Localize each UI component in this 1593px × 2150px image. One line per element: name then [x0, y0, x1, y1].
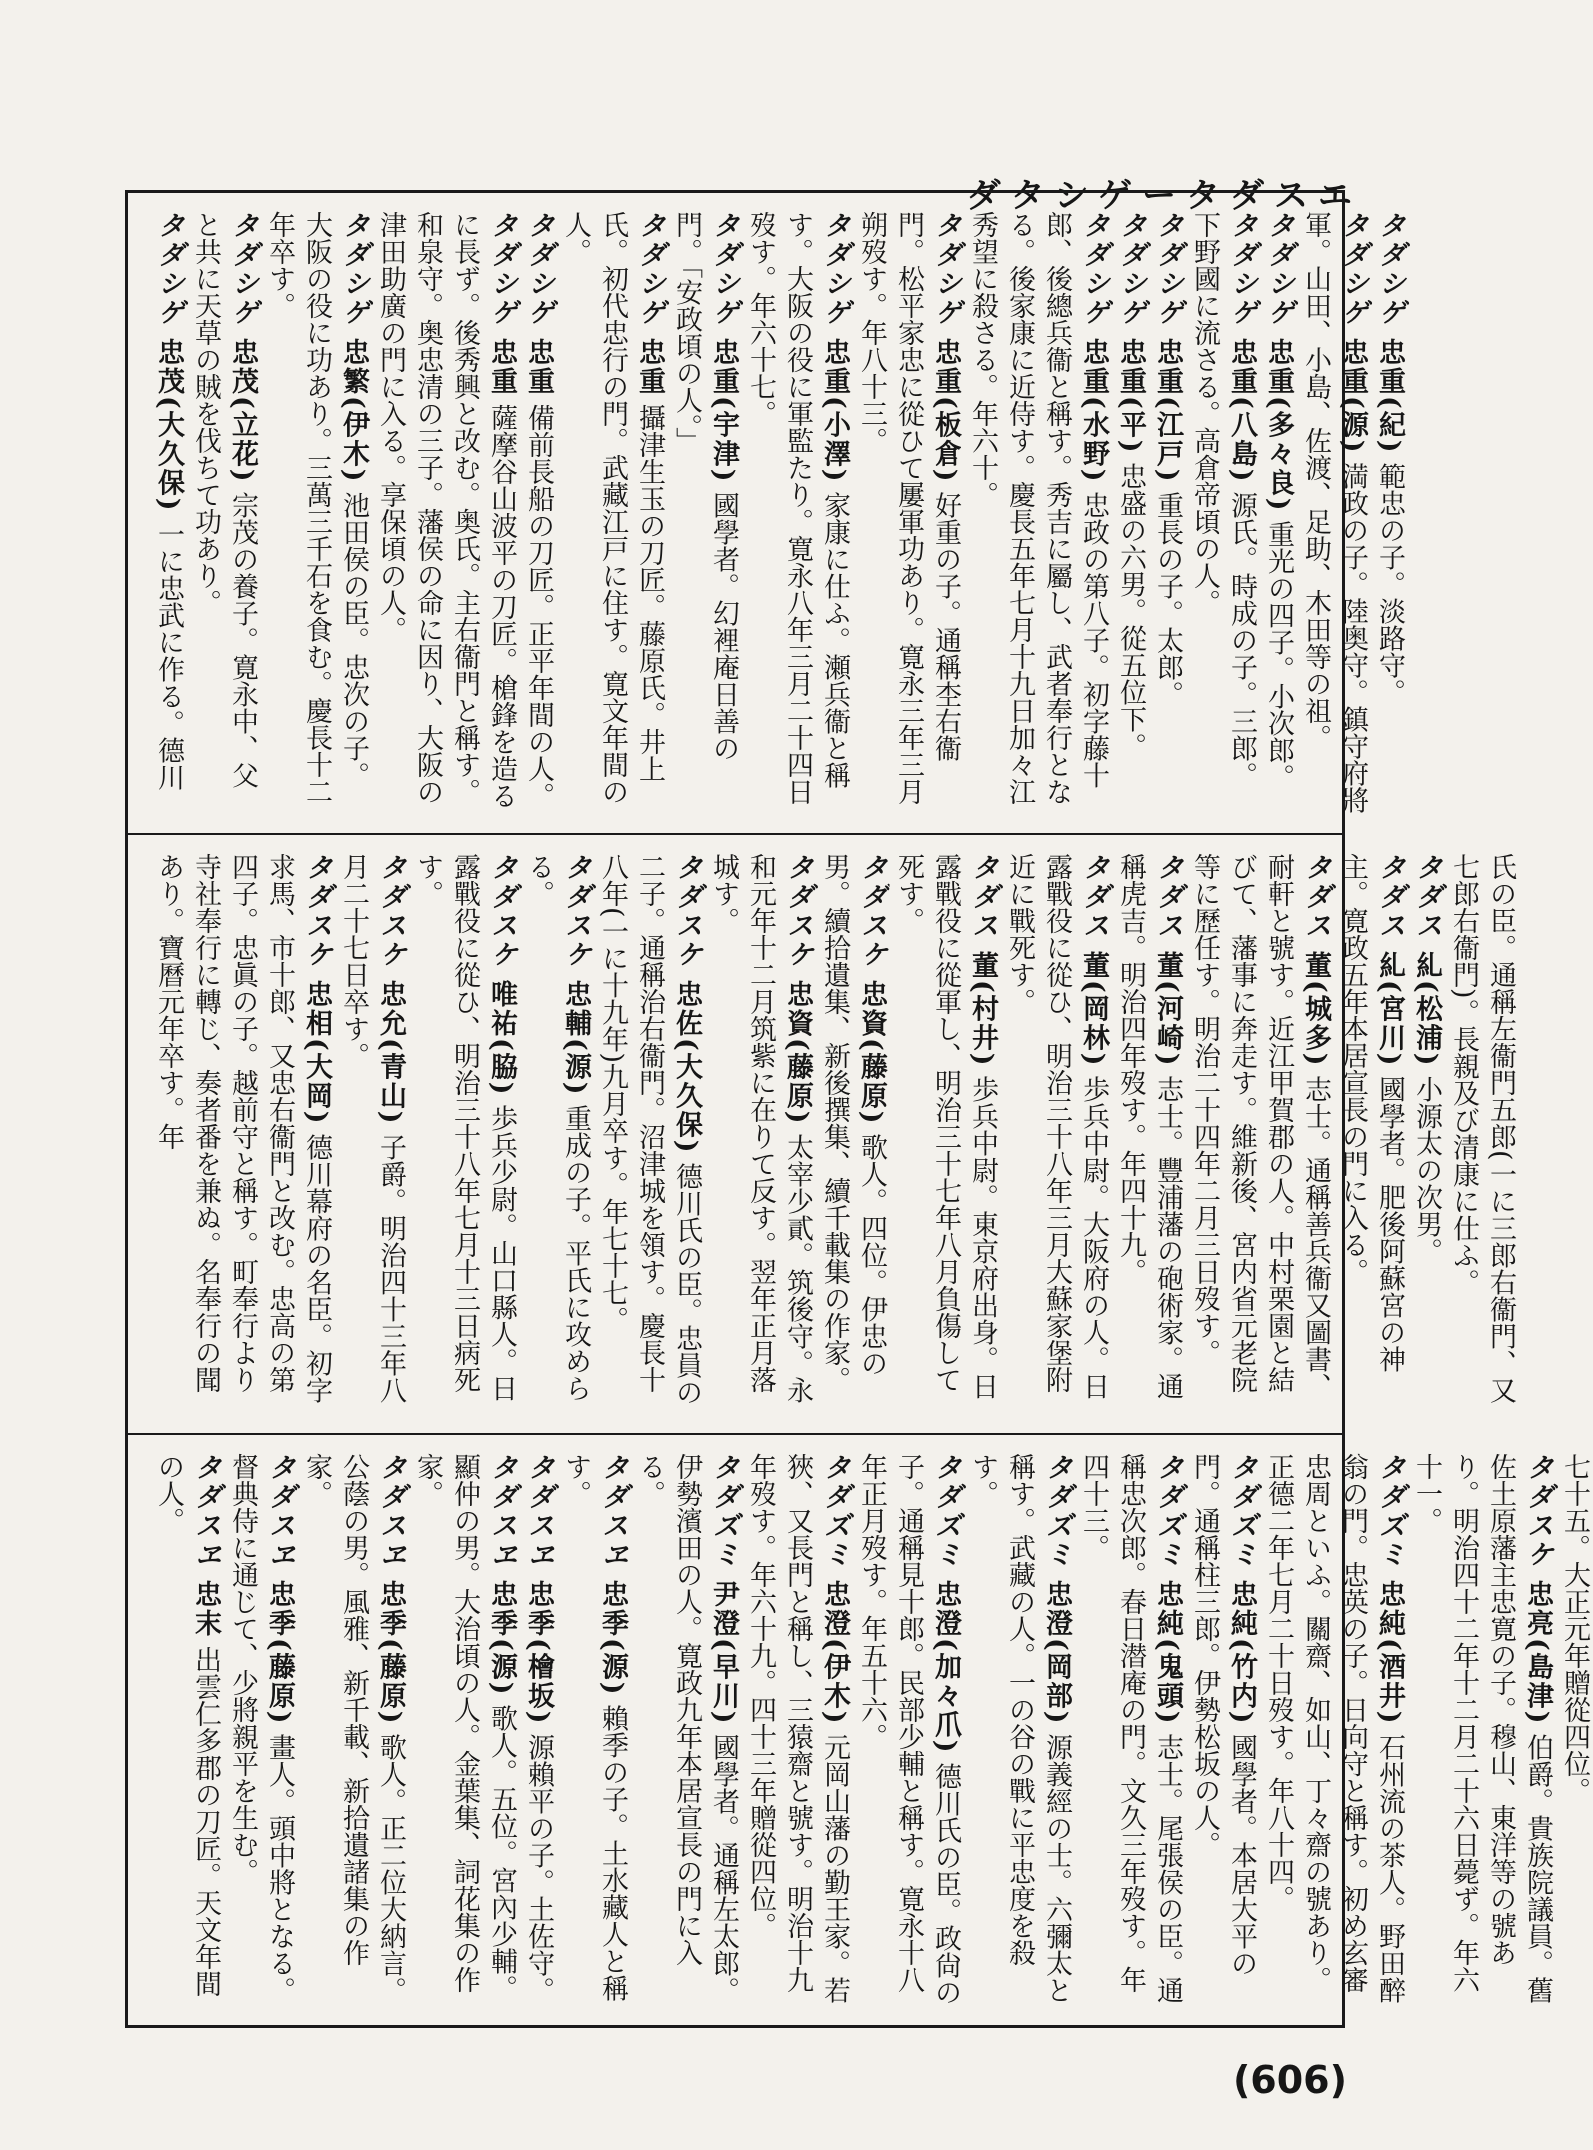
- entry-description: 歩兵中尉。大阪府の人。日露戰役に從ひ、明治三十八年三月大蘇家堡附近に戰死す。: [1004, 853, 1109, 1400]
- entry-description: 薩摩谷山波平の刀匠。槍鋒を造るに長ず。後秀興と改む。奥氏。主右衞門と稱す。和泉守。奥忠清の三子。藩侯の命に因り、大阪の津田助廣の門に入る。享保頃の人。: [375, 211, 517, 810]
- entry-name: 忠資(藤原): [856, 980, 887, 1126]
- entry-description: 範忠の子。淡路守。: [1374, 462, 1405, 706]
- entry-description: 國學者。通稱左太郎。伊勢濱田の人。寛政九年本居宣長の門に入る。: [634, 1453, 739, 2004]
- entry-name: 忠重(多々良): [1263, 338, 1294, 513]
- dictionary-entry: [668, 211, 742, 815]
- entry-description: 德川氏の臣。政尙の子。通稱見十郎。民部少輔と稱す。寛永十八年正月歿す。年五十六。: [856, 1453, 961, 2006]
- entry-description: 歌人。五位。宮內少輔。顯仲の男。大治頃の人。金葉集、詞花集の作家。: [412, 1453, 517, 2002]
- entry-list: [150, 1453, 1593, 2015]
- entry-description: 賴季の子。土水藏人と稱す。: [560, 1453, 628, 2002]
- entry-headword: [819, 211, 850, 492]
- entry-headword: [153, 211, 184, 521]
- entry-description: 元岡山藩の勤王家。若狹、又長門と稱し、三猿齋と號す。明治十九年歿す。年六十九。四十三年贈從四位。: [745, 1453, 850, 2004]
- entry-description: 源義經の士。六彌太と稱す。武藏の人。一の谷の戰に平忠度を殺す。: [967, 1453, 1072, 2004]
- dictionary-entry: [964, 1453, 1075, 2015]
- entry-description: 家康に仕ふ。瀬兵衞と稱す。大阪の役に軍監たり。寛永八年三月二十四日歿す。年六十七。: [745, 211, 850, 805]
- dictionary-entry: [298, 1453, 409, 2015]
- dictionary-entry: [557, 211, 668, 815]
- continued-text: 氏の臣。通稱左衞門五郎(一に三郎右衞門、又七郎右衞門)。長親及び清康に仕ふ。: [1448, 853, 1516, 1404]
- entry-reading: タダシゲ: [930, 211, 961, 327]
- entry-reading: タダズミ: [708, 1453, 739, 1569]
- entry-name: 忠亮(島津): [1522, 1580, 1553, 1726]
- entry-reading: タダシゲ: [1374, 211, 1405, 327]
- entry-headword: [1263, 211, 1294, 521]
- dictionary-entry: [1001, 853, 1112, 1417]
- entry-name: 忠茂(大久保): [153, 338, 184, 513]
- entry-headword: [1078, 853, 1109, 1076]
- entry-headword: [819, 1453, 850, 1734]
- entry-headword: [782, 853, 813, 1134]
- entry-name: 忠相(大岡): [301, 980, 332, 1126]
- dictionary-entry: [853, 1453, 964, 2015]
- entry-name: 忠末: [190, 1580, 221, 1639]
- entry-name: 忠澄(岡部): [1041, 1580, 1072, 1726]
- dictionary-entry: [1075, 1453, 1186, 2015]
- entry-reading: タダスケ: [486, 853, 517, 969]
- entry-name: 忠重: [486, 338, 517, 397]
- dictionary-entry: [224, 1453, 298, 2015]
- entry-headword: [967, 853, 998, 1076]
- dictionary-entry: [631, 1453, 742, 2015]
- entry-description: 池田侯の臣。忠次の子。大阪の役に功あり。三萬三千石を食む。慶長十二年卒す。: [264, 211, 369, 805]
- tier-middle: [128, 833, 1516, 1435]
- entry-reading: タダシゲ: [634, 211, 665, 327]
- dictionary-entry: [890, 853, 1001, 1417]
- entry-headword: [708, 1453, 739, 1734]
- entry-description: 畫人。頭中將となる。督典侍に通じて、少將親平を生む。: [227, 1453, 295, 2004]
- entry-headword: [1226, 211, 1257, 492]
- entry-description: 満政の子。陸奥守。鎮守府將軍。山田、小島、佐渡、足助、木田等の祖。: [1300, 211, 1368, 814]
- entry-name: 忠純(酒井): [1374, 1580, 1405, 1726]
- tier-bottom-text: [150, 1453, 1590, 2015]
- dictionary-entry: [1408, 1453, 1556, 2015]
- entry-name: 忠重(水野): [1078, 338, 1109, 484]
- entry-reading: タダス: [1300, 853, 1331, 940]
- entry-description: 一に忠武に作る。德川: [153, 520, 184, 791]
- entry-reading: タダシゲ: [1337, 211, 1368, 327]
- entry-headword: [301, 853, 332, 1134]
- entry-reading: タダズミ: [1041, 1453, 1072, 1569]
- entry-name: 忠重(江戸): [1152, 338, 1183, 484]
- dictionary-entry: [520, 1453, 557, 2015]
- entry-reading: タダスヱ: [523, 1453, 554, 1569]
- entry-reading: タダスケ: [671, 853, 702, 969]
- entry-description: 宗茂の養子。寛永中、父と共に天草の賊を伐ちて功あり。: [190, 211, 258, 789]
- entry-headword: [1115, 211, 1146, 463]
- entry-name: 忠純(竹内): [1226, 1580, 1257, 1726]
- entry-name: 糺(宮川): [1374, 951, 1405, 1068]
- entry-description: 忠政の第八子。初字藤十郎、後總兵衞と稱す。秀吉に屬し、武者奉行となる。後家康に近侍す。慶長五年七月十九日加々江秀望に殺さる。年六十。: [967, 211, 1109, 805]
- dictionary-entry: [1149, 211, 1186, 815]
- dictionary-entry: [1371, 211, 1408, 815]
- entry-reading: タダシゲ: [1263, 211, 1294, 327]
- entry-description: 好重の子。通稱杢右衞門。松平家忠に從ひて屢軍功あり。寛永三年三月朔歿す。年八十三。: [856, 211, 961, 805]
- entry-name: 忠季(藤原): [375, 1580, 406, 1726]
- entry-headword: [190, 1453, 221, 1646]
- dictionary-entry: [1186, 853, 1334, 1417]
- entry-reading: タダス: [1374, 853, 1405, 940]
- entry-headword: [1041, 1453, 1072, 1734]
- entry-reading: タダス: [1411, 853, 1442, 940]
- entry-reading: タダスヱ: [597, 1453, 628, 1569]
- entry-headword: [1374, 853, 1405, 1076]
- entry-reading: タダズミ: [1374, 1453, 1405, 1569]
- entry-name: 忠輔(源): [560, 980, 591, 1097]
- entry-description: 德川幕府の名臣。初字求馬、市十郎、又忠右衞門と改む。忠高の第四子。忠眞の子。越前守と稱す。町奉行より寺社奉行に轉じ、奏者番を兼ぬ。名奉行の聞あり。寶曆元年卒す。年: [153, 853, 332, 1404]
- entry-reading: タダス: [1078, 853, 1109, 940]
- entry-name: 忠季(藤原): [264, 1580, 295, 1726]
- entry-description: 志士。尾張侯の臣。通稱忠次郎。春日潜庵の門。文久三年歿す。年四十三。: [1078, 1453, 1183, 2004]
- entry-headword: [1411, 853, 1442, 1076]
- entry-description: 重長の子。太郎。: [1152, 491, 1183, 708]
- entry-name: 尹澄(早川): [708, 1580, 739, 1726]
- dictionary-entry: [150, 211, 187, 815]
- dictionary-entry: [520, 853, 594, 1417]
- entry-name: 董(岡林): [1078, 951, 1109, 1068]
- entry-reading: タダズミ: [930, 1453, 961, 1569]
- entry-name: 忠重: [523, 338, 554, 397]
- dictionary-entry: [1186, 1453, 1260, 2015]
- dictionary-entry: [150, 853, 335, 1417]
- dictionary-entry: [705, 853, 816, 1417]
- entry-name: 董(河崎): [1152, 951, 1183, 1068]
- entry-headword: [1152, 1453, 1183, 1734]
- entry-name: 忠資(藤原): [782, 980, 813, 1126]
- entry-headword: [930, 1453, 961, 1763]
- entry-headword: [597, 1453, 628, 1705]
- entry-description: 忠盛の六男。從五位下。: [1115, 462, 1146, 760]
- entry-reading: タダスヱ: [486, 1453, 517, 1569]
- entry-description: 志士。豐浦藩の砲術家。通稱虎吉。明治四年歿す。年四十九。: [1115, 853, 1183, 1400]
- entry-name: 唯祐(脇): [486, 980, 517, 1097]
- entry-description: 歩兵中尉。東京府出身。日露戰役に從軍し、明治三十七年八月負傷して死す。: [893, 853, 998, 1400]
- entry-headword: [227, 211, 258, 492]
- entry-reading: タダシゲ: [1152, 211, 1183, 327]
- entry-name: 忠季(檜坂): [523, 1580, 554, 1726]
- entry-headword: [1374, 211, 1405, 463]
- entry-reading: タダスヱ: [264, 1453, 295, 1569]
- entry-description: 小源太の次男。: [1411, 1075, 1442, 1265]
- dictionary-entry: [1260, 211, 1297, 815]
- dictionary-entry: [594, 853, 705, 1417]
- entry-headword: [560, 853, 591, 1105]
- entry-description: 源氏。時成の子。三郎。下野國に流さる。高倉帝頃の人。: [1189, 211, 1257, 789]
- dictionary-entry: [261, 211, 372, 815]
- entry-reading: タダスケ: [301, 853, 332, 969]
- entry-headword: [930, 211, 961, 492]
- entry-headword: [671, 853, 702, 1163]
- entry-name: 忠重(宇津): [708, 338, 739, 484]
- entry-reading: タダスヱ: [375, 1453, 406, 1569]
- entry-headword: [1337, 211, 1368, 463]
- entry-description: 國學者。肥後阿蘇宮の神主。寛政五年本居宣長の門に入る。: [1337, 853, 1405, 1373]
- dictionary-entry: [335, 853, 409, 1417]
- entry-name: 忠澄(加々爪): [930, 1580, 961, 1755]
- entry-description: 備前長船の刀匠。正平年間の人。: [523, 404, 554, 810]
- entry-headword: [708, 211, 739, 492]
- entry-reading: タダスヱ: [190, 1453, 221, 1569]
- entry-list: [150, 211, 1408, 815]
- dictionary-entry: [187, 211, 261, 815]
- entry-description: 德川氏の臣。忠員の二子。通稱治右衞門。沼津城を領す。慶長十八年(一に十九年)九月卒す。年七十七。: [597, 853, 702, 1406]
- entry-headword: [634, 211, 665, 404]
- entry-name: 忠季(源): [486, 1580, 517, 1697]
- entry-description: 歌人。正二位大納言。公蔭の男。風雅、新千載、新拾遺諸集の作家。: [301, 1453, 406, 2004]
- entry-headword: [1522, 1453, 1553, 1734]
- tier-top-text: [150, 211, 1405, 815]
- running-head: ダタシゲータダスエ: [966, 176, 1362, 216]
- entry-name: 忠澄(伊木): [819, 1580, 850, 1726]
- dictionary-entry: [372, 211, 520, 815]
- entry-list: [150, 853, 1519, 1417]
- dictionary-entry: [150, 1453, 224, 2015]
- dictionary-entry: [742, 1453, 853, 2015]
- entry-name: 董(城多): [1300, 951, 1331, 1068]
- entry-description: 出雲仁多郡の刀匠。天文年間の人。: [153, 1453, 221, 1998]
- dictionary-entry: [964, 211, 1112, 815]
- entry-reading: タダス: [967, 853, 998, 940]
- entry-reading: タダスケ: [1522, 1453, 1553, 1569]
- dictionary-entry: [1112, 211, 1149, 815]
- entry-reading: タダシゲ: [819, 211, 850, 327]
- dictionary-entry: [557, 1453, 631, 2015]
- entry-name: 忠重(八島): [1226, 338, 1257, 484]
- entry-description: 國學者。幻裡庵日善の門。「安政頃の人。」: [671, 211, 739, 762]
- entry-name: 忠重: [634, 338, 665, 397]
- entry-description: 志士。通稱善兵衞又圖書、耐軒と號す。近江甲賀郡の人。中村栗園と結びて、藩事に奔走す。維新後、宮内省元老院等に歷任す。明治二十四年二月三日歿す。: [1189, 853, 1331, 1400]
- entry-reading: タダシゲ: [227, 211, 258, 327]
- entry-headword: [1300, 853, 1331, 1076]
- entry-description: 石州流の茶人。野田醉翁の門。忠英の子。日向守と稱す。初め玄審忠周といふ。關齋、如山、丁々齋の號あり。正德二年七月二十日歿す。年八十四。: [1263, 1453, 1405, 2004]
- dictionary-entry: [409, 853, 520, 1417]
- entry-reading: タダシゲ: [1115, 211, 1146, 327]
- entry-name: 忠重(平): [1115, 338, 1146, 455]
- dictionary-entry: [520, 211, 557, 815]
- entry-headword: [375, 1453, 406, 1734]
- entry-headword: [1226, 1453, 1257, 1734]
- continued-text: 七十五。大正元年贈從四位。: [1559, 1453, 1590, 1804]
- entry-reading: タダズミ: [819, 1453, 850, 1569]
- tier-bottom: [128, 1433, 1590, 2033]
- entry-reading: タダズミ: [1152, 1453, 1183, 1569]
- entry-headword: [486, 853, 517, 1105]
- entry-headword: [1374, 1453, 1405, 1734]
- entry-reading: タダスケ: [560, 853, 591, 969]
- dictionary-entry: [853, 211, 964, 815]
- entry-description: 攝津生玉の刀匠。藤原氏。井上氏。初代忠行の門。武藏江戸に住す。寛文年間の人。: [560, 211, 665, 805]
- entry-description: 子爵。明治四十三年八月二十七日卒す。: [338, 853, 406, 1404]
- dictionary-entry: [1186, 211, 1260, 815]
- entry-description: 重成の子。平氏に攻めらる。: [523, 853, 591, 1402]
- entry-reading: タダスケ: [375, 853, 406, 969]
- entry-headword: [523, 1453, 554, 1734]
- dictionary-entry: [1112, 853, 1186, 1417]
- entry-headword: [486, 1453, 517, 1705]
- entry-description: 歩兵少尉。山口縣人。日露戰役に從ひ、明治三十八年七月十三日病死す。: [412, 853, 517, 1402]
- dictionary-entry: [1334, 853, 1408, 1417]
- entry-reading: タダシゲ: [486, 211, 517, 327]
- entry-reading: タダシゲ: [1226, 211, 1257, 327]
- entry-description: 伯爵。貴族院議員。舊佐土原藩主忠寛の子。穆山、東洋等の號あり。明治四十二年十二月二十六日薨ず。年六十一。: [1411, 1453, 1553, 2004]
- entry-headword: [375, 853, 406, 1134]
- entry-name: 忠佐(大久保): [671, 980, 702, 1155]
- entry-name: 忠季(源): [597, 1580, 628, 1697]
- entry-headword: [523, 211, 554, 404]
- entry-headword: [264, 1453, 295, 1734]
- entry-name: 忠重(小澤): [819, 338, 850, 484]
- entry-description: 重光の四子。小次郎。: [1263, 520, 1294, 791]
- dictionary-entry: [409, 1453, 520, 2015]
- entry-headword: [338, 211, 369, 492]
- entry-reading: タダスケ: [782, 853, 813, 969]
- entry-name: 糺(松浦): [1411, 951, 1442, 1068]
- dictionary-entry: [1260, 1453, 1408, 2015]
- entry-name: 忠繁(伊木): [338, 338, 369, 484]
- page-frame: [125, 190, 1590, 2028]
- entry-name: 忠茂(立花): [227, 338, 258, 484]
- dictionary-entry: [1297, 211, 1371, 815]
- entry-description: 源賴平の子。土佐守。: [523, 1733, 554, 2004]
- entry-reading: タダズミ: [1226, 1453, 1257, 1569]
- entry-headword: [1152, 853, 1183, 1076]
- entry-reading: タダシゲ: [523, 211, 554, 327]
- entry-headword: [856, 853, 887, 1134]
- entry-description: 國學者。本居大平の門。通稱柱三郎。伊勢松坂の人。: [1189, 1453, 1257, 1977]
- entry-headword: [1078, 211, 1109, 492]
- entry-name: 忠重(源): [1337, 338, 1368, 455]
- entry-reading: タダシゲ: [1078, 211, 1109, 327]
- entry-reading: タダス: [1152, 853, 1183, 940]
- entry-name: 忠允(青山): [375, 980, 406, 1126]
- dictionary-entry: [816, 853, 890, 1417]
- entry-name: 忠重(紀): [1374, 338, 1405, 455]
- entry-reading: タダシゲ: [338, 211, 369, 327]
- dictionary-entry: [1408, 853, 1445, 1417]
- entry-reading: タダシゲ: [708, 211, 739, 327]
- entry-headword: [486, 211, 517, 404]
- entry-reading: タダシゲ: [153, 211, 184, 327]
- entry-name: 忠重(板倉): [930, 338, 961, 484]
- dictionary-entry: [742, 211, 853, 815]
- tier-middle-text: [150, 853, 1516, 1417]
- entry-headword: [1152, 211, 1183, 492]
- tier-top: [128, 193, 1405, 833]
- entry-description: 太宰少貳。筑後守。永和元年十二月筑紫に在りて反す。翌年正月落城す。: [708, 853, 813, 1404]
- entry-name: 忠純(鬼頭): [1152, 1580, 1183, 1726]
- entry-description: 歌人。四位。伊忠の男。續拾遺集、新後撰集、續千載集の作家。: [819, 853, 887, 1393]
- page-number: (606): [1232, 2058, 1347, 2102]
- entry-name: 董(村井): [967, 951, 998, 1068]
- entry-reading: タダスケ: [856, 853, 887, 969]
